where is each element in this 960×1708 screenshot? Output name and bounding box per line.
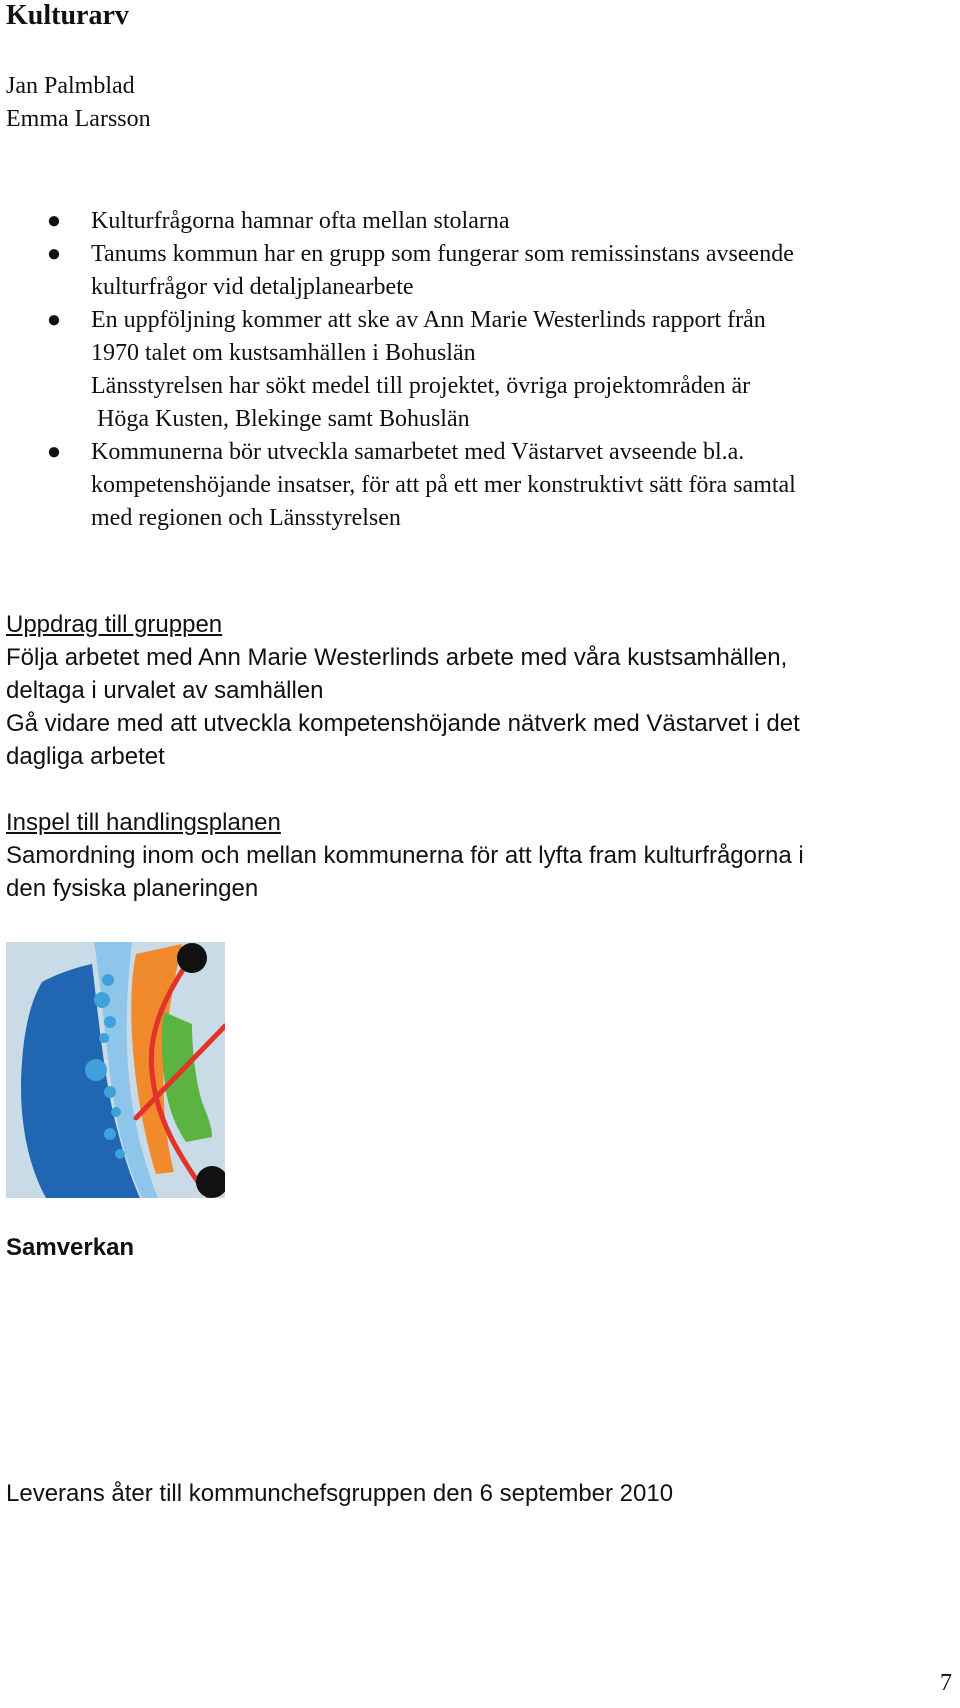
bullet-icon: ● (46, 208, 62, 234)
list-item-text: Kommunerna bör utveckla samarbetet med Västarvet avseende bl.a. (91, 439, 745, 465)
samverkan-logo (6, 942, 225, 1198)
list-item-text: Höga Kusten, Blekinge samt Bohuslän (91, 406, 470, 432)
section-line: Gå vidare med att utveckla kompetenshöjande nätverk med Västarvet i det (6, 710, 800, 737)
section-heading: Inspel till handlingsplanen (6, 809, 281, 836)
author-name: Jan Palmblad (6, 73, 135, 99)
list-item-text: En uppföljning kommer att ske av Ann Marie Westerlinds rapport från (91, 307, 766, 333)
list-item-text: Kulturfrågorna hamnar ofta mellan stolarna (91, 208, 510, 234)
section-line: dagliga arbetet (6, 743, 165, 770)
list-item-text: med regionen och Länsstyrelsen (91, 505, 401, 531)
list-item (0, 238, 940, 304)
list-item (0, 436, 940, 535)
section-uppdrag (6, 608, 951, 773)
author-name: Emma Larsson (6, 106, 151, 132)
page-title: Kulturarv (6, 0, 129, 31)
bullet-icon: ● (46, 241, 62, 267)
logo-top-dot (177, 943, 207, 973)
author-list (6, 70, 151, 136)
list-item-text: Tanums kommun har en grupp som fungerar som remissinstans avseende (91, 241, 794, 267)
section-line: den fysiska planeringen (6, 875, 259, 902)
delivery-note: Leverans åter till kommunchefsgruppen den 6 september 2010 (6, 1480, 674, 1507)
section-line: deltaga i urvalet av samhällen (6, 677, 324, 704)
logo-caption: Samverkan (6, 1234, 135, 1261)
list-item (0, 205, 940, 238)
list-item-text: kulturfrågor vid detaljplanearbete (91, 274, 414, 300)
section-inspel (6, 806, 951, 905)
list-item-text: 1970 talet om kustsamhällen i Bohuslän (91, 340, 476, 366)
section-line: Samordning inom och mellan kommunerna för att lyfta fram kulturfrågorna i (6, 842, 804, 869)
section-line: Följa arbetet med Ann Marie Westerlinds arbete med våra kustsamhällen, (6, 644, 788, 671)
list-item-text: kompetenshöjande insatser, för att på ett mer konstruktivt sätt föra samtal (91, 472, 796, 498)
bullet-icon: ● (46, 307, 62, 333)
bullet-icon: ● (46, 439, 62, 465)
list-item (0, 304, 940, 436)
bullet-list (0, 205, 940, 535)
page-number: 7 (940, 1670, 952, 1696)
section-heading: Uppdrag till gruppen (6, 611, 223, 638)
list-item-text: Länsstyrelsen har sökt medel till projektet, övriga projektområden är (91, 373, 751, 399)
